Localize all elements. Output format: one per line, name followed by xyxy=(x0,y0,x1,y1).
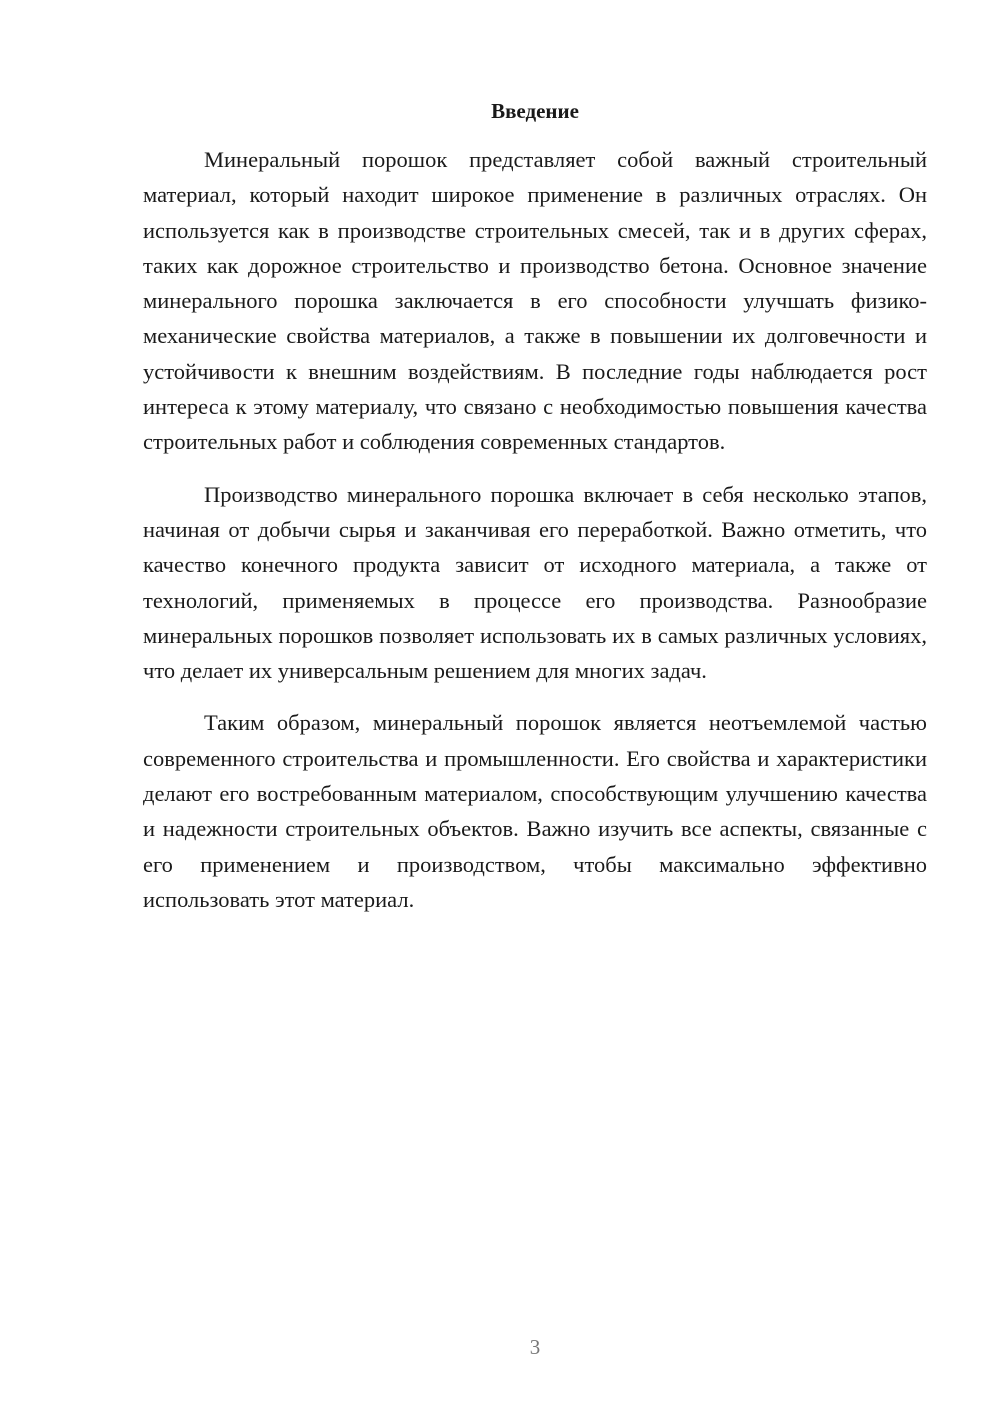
paragraph-3: Таким образом, минеральный порошок является неотъемлемой частью современного строительства и промышленности. Его свойства и характеристики делают его востребованным материалом, способствующим улучшению качества и надежности строительных объектов. Важно изучить все аспекты, связанные с его применением и производством, чтобы максимально эффективно использовать этот материал. xyxy=(143,710,927,912)
paragraph-2: Производство минерального порошка включает в себя несколько этапов, начиная от добычи сырья и заканчивая его переработкой. Важно отметить, что качество конечного продукта зависит от исходного материала, а также от технологий, применяемых в процессе его производства. Разнообразие минеральных порошков позволяет использовать их в самых различных условиях, что делает их универсальным решением для многих задач. xyxy=(143,481,927,684)
section-heading: Введение xyxy=(491,99,579,123)
page-number: 3 xyxy=(529,1335,541,1359)
body-text xyxy=(143,142,927,934)
paragraph-1: Минеральный порошок представляет собой важный строительный материал, который находит широкое применение в различных отраслях. Он используется как в производстве строительных смесей, так и в других сферах, таких как дорожное строительство и производство бетона. Основное значение минерального порошка заключается в его способности улучшать физико-механические свойства материалов, а также в повышении их долговечности и устойчивости к внешним воздействиям. В последние годы наблюдается рост интереса к этому материалу, что связано с необходимостью повышения качества строительных работ и соблюдения современных стандартов. xyxy=(143,147,927,455)
